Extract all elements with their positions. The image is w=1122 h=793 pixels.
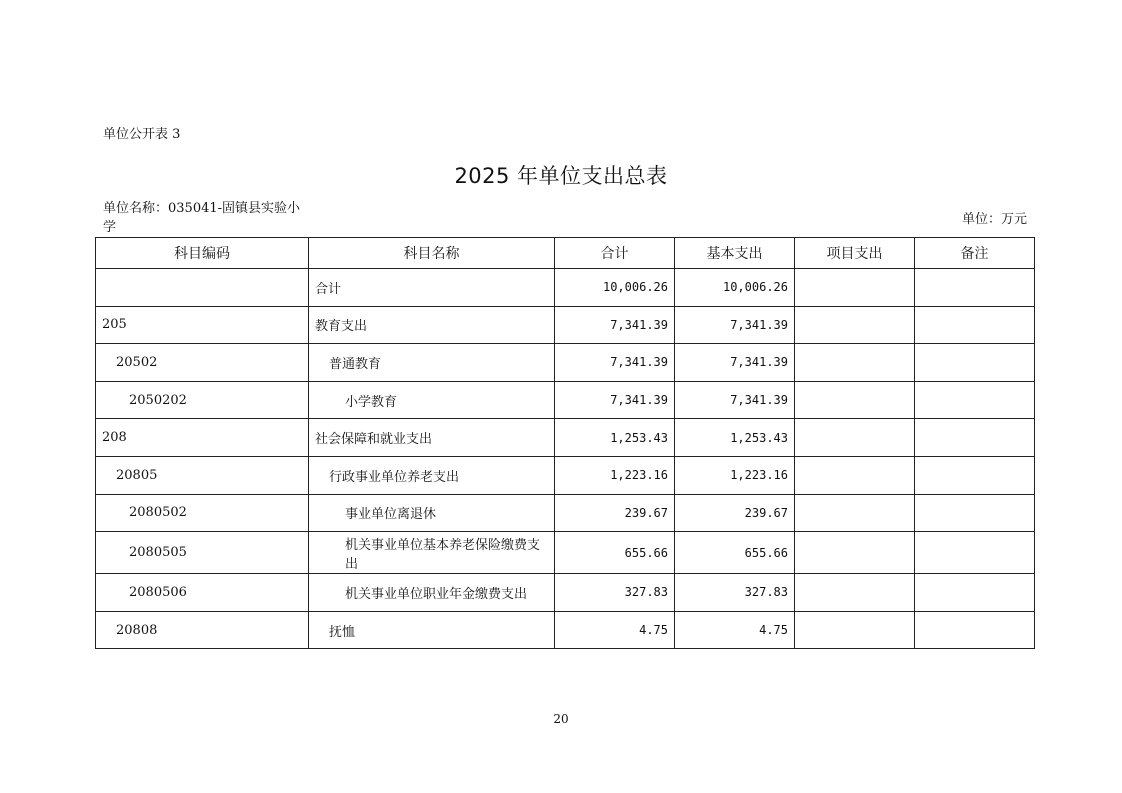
col-header-note: 备注 [915, 238, 1035, 269]
cell-name: 行政事业单位养老支出 [309, 456, 555, 494]
cell-total: 7,341.39 [555, 344, 675, 382]
cell-code: 20805 [96, 456, 309, 494]
page-title: 2025 年单位支出总表 [454, 164, 668, 188]
cell-name: 社会保障和就业支出 [309, 419, 555, 457]
cell-code: 2080506 [96, 574, 309, 612]
cell-total: 655.66 [555, 532, 675, 574]
cell-total: 239.67 [555, 494, 675, 532]
cell-total: 7,341.39 [555, 381, 675, 419]
cell-basic: 1,253.43 [675, 419, 795, 457]
cell-code [96, 269, 309, 307]
cell-total: 1,223.16 [555, 456, 675, 494]
cell-code: 20502 [96, 344, 309, 382]
cell-name: 小学教育 [309, 381, 555, 419]
cell-project [795, 419, 915, 457]
page-number: 20 [553, 712, 569, 726]
cell-note [915, 532, 1035, 574]
cell-project [795, 456, 915, 494]
cell-name: 机关事业单位基本养老保险缴费支出 [309, 532, 555, 574]
cell-basic: 1,223.16 [675, 456, 795, 494]
expenditure-table [95, 237, 1035, 649]
table-row [96, 611, 1035, 649]
cell-note [915, 344, 1035, 382]
cell-note [915, 419, 1035, 457]
cell-total: 7,341.39 [555, 306, 675, 344]
cell-code: 2050202 [96, 381, 309, 419]
cell-basic: 327.83 [675, 574, 795, 612]
cell-project [795, 532, 915, 574]
table-id-label: 单位公开表 3 [103, 127, 181, 142]
cell-code: 20808 [96, 611, 309, 649]
cell-name: 抚恤 [309, 611, 555, 649]
cell-name: 教育支出 [309, 306, 555, 344]
cell-project [795, 611, 915, 649]
cell-note [915, 574, 1035, 612]
cell-code: 2080502 [96, 494, 309, 532]
cell-note [915, 494, 1035, 532]
cell-note [915, 456, 1035, 494]
cell-note [915, 269, 1035, 307]
cell-note [915, 306, 1035, 344]
cell-name: 机关事业单位职业年金缴费支出 [309, 574, 555, 612]
table-row [96, 574, 1035, 612]
cell-project [795, 574, 915, 612]
cell-note [915, 381, 1035, 419]
cell-basic: 4.75 [675, 611, 795, 649]
cell-code: 2080505 [96, 532, 309, 574]
cell-total: 4.75 [555, 611, 675, 649]
col-header-name: 科目名称 [309, 238, 555, 269]
table-row [96, 269, 1035, 307]
cell-project [795, 344, 915, 382]
cell-basic: 655.66 [675, 532, 795, 574]
cell-basic: 10,006.26 [675, 269, 795, 307]
table-row [96, 532, 1035, 574]
table-row [96, 419, 1035, 457]
org-name: 单位名称：035041-固镇县实验小学 [103, 201, 301, 235]
cell-project [795, 381, 915, 419]
unit-label: 单位：万元 [961, 212, 1027, 227]
col-header-total: 合计 [555, 238, 675, 269]
cell-project [795, 269, 915, 307]
col-header-project: 项目支出 [795, 238, 915, 269]
col-header-code: 科目编码 [96, 238, 309, 269]
table-header-row [96, 238, 1035, 269]
cell-basic: 239.67 [675, 494, 795, 532]
col-header-basic: 基本支出 [675, 238, 795, 269]
cell-basic: 7,341.39 [675, 344, 795, 382]
cell-project [795, 306, 915, 344]
table-row [96, 381, 1035, 419]
cell-name: 合计 [309, 269, 555, 307]
cell-code: 205 [96, 306, 309, 344]
cell-project [795, 494, 915, 532]
table-row [96, 306, 1035, 344]
cell-code: 208 [96, 419, 309, 457]
cell-basic: 7,341.39 [675, 306, 795, 344]
table-row [96, 494, 1035, 532]
cell-name: 事业单位离退休 [309, 494, 555, 532]
table-row [96, 344, 1035, 382]
cell-basic: 7,341.39 [675, 381, 795, 419]
table-row [96, 456, 1035, 494]
cell-total: 10,006.26 [555, 269, 675, 307]
cell-note [915, 611, 1035, 649]
cell-total: 327.83 [555, 574, 675, 612]
cell-total: 1,253.43 [555, 419, 675, 457]
cell-name: 普通教育 [309, 344, 555, 382]
